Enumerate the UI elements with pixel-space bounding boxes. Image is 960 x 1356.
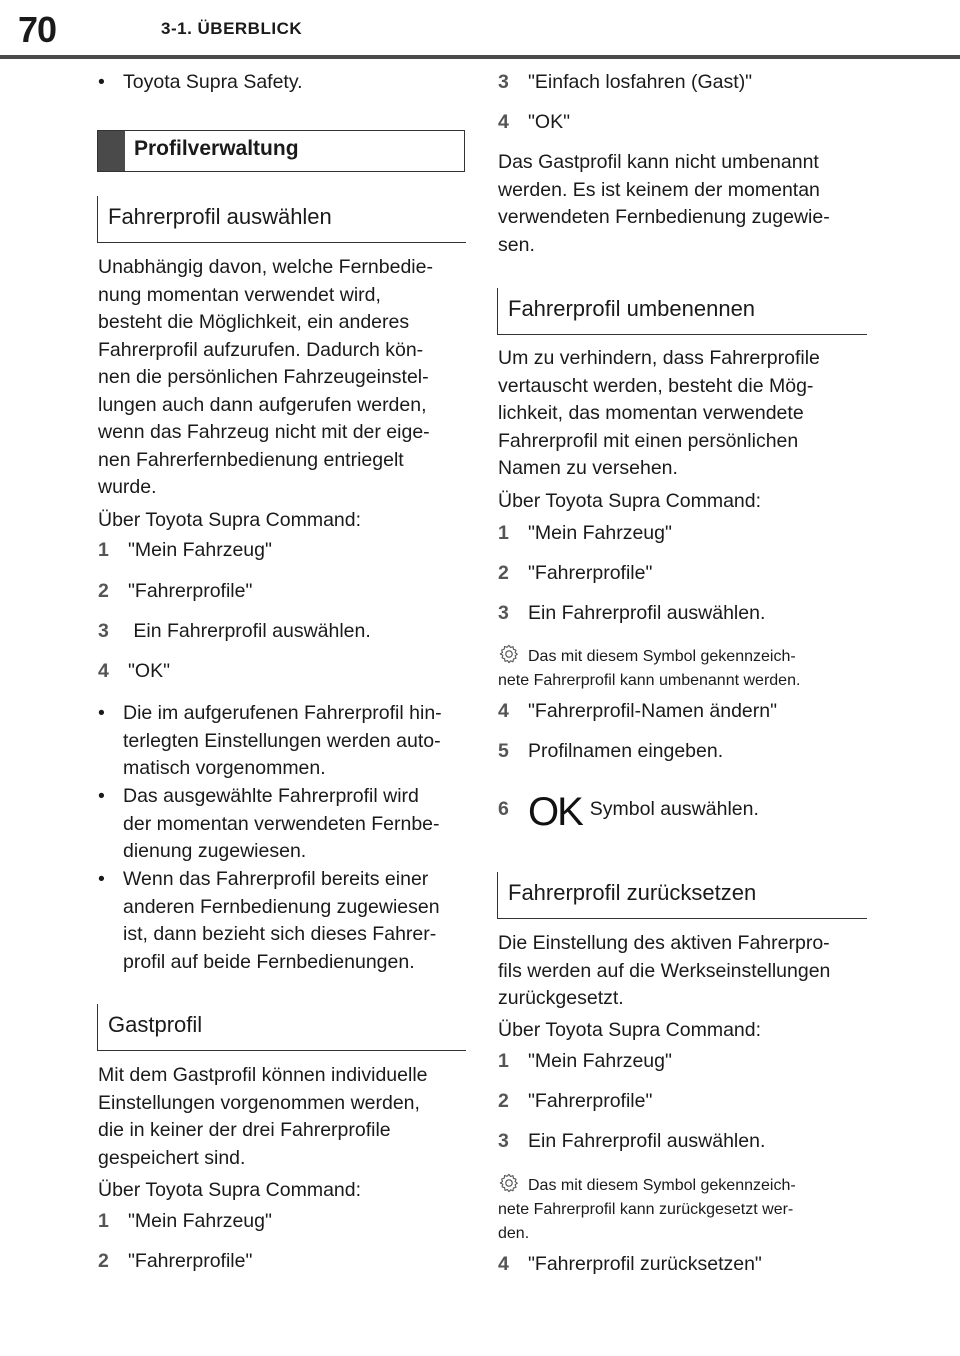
subheading-umbenennen: Fahrerprofil umbenennen — [497, 288, 867, 335]
chapter-title: 3-1. ÜBERBLICK — [161, 19, 303, 38]
section-title: Profilverwaltung — [134, 137, 299, 160]
via-command-4: Über Toyota Supra Command: — [498, 1019, 762, 1041]
note-umbenennen: Das mit diesem Symbol gekennzeich- nete Fahrerprofil kann umbenannt werden. — [498, 643, 868, 693]
step-item: 1 "Mein Fahrzeug" — [98, 1210, 272, 1232]
subheading-gastprofil: Gastprofil — [97, 1004, 466, 1051]
header-rule — [0, 55, 960, 59]
bullet-item: • Die im aufgerufenen Fahrerprofil hin- terlegten Einstellungen werden auto- matisch vorgenommen. — [98, 702, 442, 779]
step-item: 3 Ein Fahrerprofil auswählen. — [498, 602, 766, 624]
paragraph-zuruecksetzen: Die Einstellung des aktiven Fahrerpro- fils werden auf die Werkseinstellungen zurückgesetzt. — [498, 932, 831, 1009]
step-item: 5 Profilnamen eingeben. — [498, 740, 724, 762]
step-item: 1 "Mein Fahrzeug" — [498, 1050, 672, 1072]
note-zuruecksetzen: Das mit diesem Symbol gekennzeich- nete Fahrerprofil kann zurückgesetzt wer- den. — [498, 1172, 868, 1246]
step-item: 3 "Einfach losfahren (Gast)" — [498, 71, 753, 93]
step-item: 3 Ein Fahrerprofil auswählen. — [498, 1130, 766, 1152]
step-item: 2 "Fahrerprofile" — [498, 1090, 653, 1112]
paragraph-gastprofil: Mit dem Gastprofil können individuelle Einstellungen vorgenommen werden, die in keiner der drei Fahrerprofile gespeichert sind. — [98, 1064, 428, 1169]
gear-icon — [498, 643, 520, 665]
section-marker — [98, 131, 125, 171]
step-item: 3 Ein Fahrerprofil auswählen. — [98, 620, 371, 642]
step-item: 1 "Mein Fahrzeug" — [98, 539, 272, 561]
step-item: 2 "Fahrerprofile" — [98, 1250, 253, 1272]
page-number: 70 — [18, 9, 57, 50]
paragraph-auswaehlen: Unabhängig davon, welche Fernbedie- nung momentan verwendet wird, besteht die Möglichkeit, ein anderes Fahrerprofil aufzurufen. Dadurch kön- nen die persönlichen Fahrzeugeinstel- lungen auch dann aufgerufen werden, wenn das Fahrzeug nicht mit der eige- nen Fahrerfernbedienung entriegelt wurde. — [98, 256, 433, 498]
via-command-1: Über Toyota Supra Command: — [98, 509, 362, 531]
intro-bullet: • Toyota Supra Safety. — [98, 71, 303, 93]
via-command-3: Über Toyota Supra Command: — [498, 490, 762, 512]
paragraph-umbenennen: Um zu verhindern, dass Fahrerprofile vertauscht werden, besteht die Mög- lichkeit, das momentan verwendete Fahrerprofil mit einen persönlichen Namen zu versehen. — [498, 347, 820, 479]
bullet-item: • Wenn das Fahrerprofil bereits einer anderen Fernbedienung zugewiesen ist, dann bezieht sich dieses Fahrer- profil auf beide Fernbedienungen. — [98, 868, 440, 973]
step-item: 4 "OK" — [98, 660, 171, 682]
paragraph-gast-note: Das Gastprofil kann nicht umbenannt werden. Es ist keinem der momentan verwendeten Fernbedienung zugewie- sen. — [498, 151, 830, 256]
step-item: 6 OK Symbol auswählen. — [498, 790, 759, 834]
step-item: 1 "Mein Fahrzeug" — [498, 522, 672, 544]
step-item: 4 "Fahrerprofil zurücksetzen" — [498, 1253, 762, 1275]
step-item: 4 "Fahrerprofil-Namen ändern" — [498, 700, 778, 722]
gear-icon — [498, 1172, 520, 1194]
step-item: 4 "OK" — [498, 111, 571, 133]
subheading-fahrerprofil-auswaehlen: Fahrerprofil auswählen — [97, 196, 466, 243]
via-command-2: Über Toyota Supra Command: — [98, 1179, 362, 1201]
step-item: 2 "Fahrerprofile" — [98, 580, 253, 602]
ok-symbol-icon: OK — [528, 790, 582, 834]
step-item: 2 "Fahrerprofile" — [498, 562, 653, 584]
section-header-profilverwaltung — [97, 130, 465, 172]
subheading-zuruecksetzen: Fahrerprofil zurücksetzen — [497, 872, 867, 919]
bullet-item: • Das ausgewählte Fahrerprofil wird der momentan verwendeten Fernbe- dienung zugewiesen. — [98, 785, 440, 862]
